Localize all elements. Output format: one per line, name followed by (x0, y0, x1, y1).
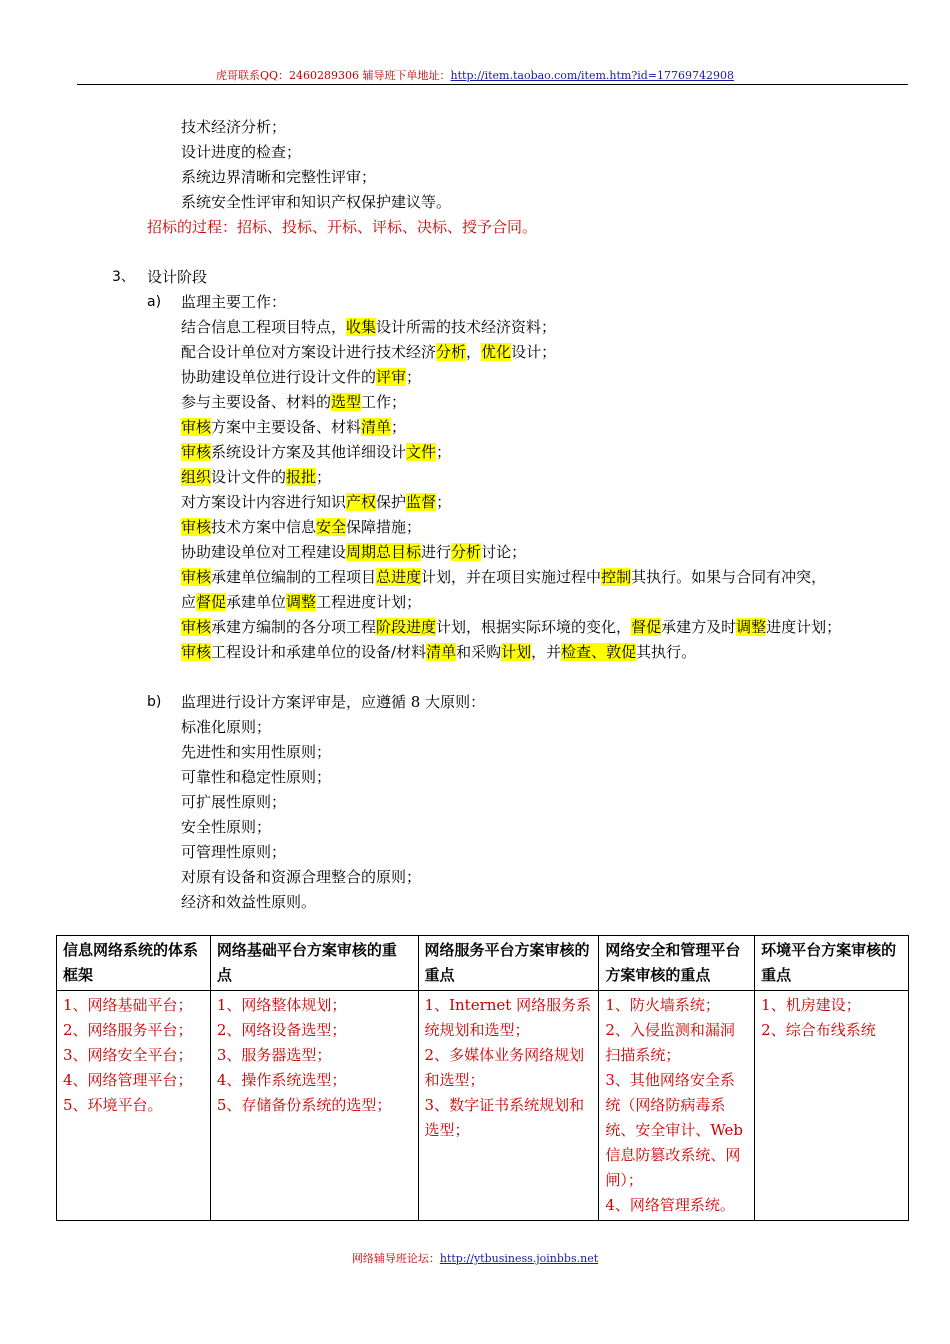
principle-item: 经济和效益性原则。 (181, 893, 317, 911)
duty-line (181, 615, 841, 640)
part-b-title: 监理进行设计方案评审是，应遵循 8 大原则： (181, 693, 486, 711)
page-header (0, 67, 950, 83)
text-segment: 设计所需的技术经济资料； (376, 318, 557, 336)
table-cell (57, 991, 211, 1221)
text-segment: 进度计划； (766, 618, 842, 636)
principle-item: 安全性原则； (181, 818, 272, 836)
section-title: 设计阶段 (147, 268, 208, 286)
highlighted-text: 报批 (286, 468, 317, 486)
text-segment: ， (466, 343, 482, 361)
table-header: 信息网络系统的体系框架 (57, 936, 211, 991)
highlighted-text: 检查、敦促 (561, 643, 637, 661)
text-segment: ； (316, 468, 332, 486)
highlighted-text: 组织 (181, 468, 212, 486)
table-cell (755, 991, 909, 1221)
highlighted-text: 审核 (181, 618, 212, 636)
duty-line (181, 490, 451, 515)
highlighted-text: 分析 (436, 343, 467, 361)
duty-line (181, 340, 556, 365)
highlighted-text: 清单 (361, 418, 392, 436)
footer-text: 网络辅导班论坛： (351, 1252, 440, 1265)
highlighted-text: 督促 (196, 593, 227, 611)
principle-item: 先进性和实用性原则； (181, 743, 332, 761)
highlighted-text: 审核 (181, 568, 212, 586)
duty-line (181, 365, 421, 390)
text-segment: 保障措施； (346, 518, 422, 536)
text-segment: 和采购 (456, 643, 502, 661)
principle-item: 可管理性原则； (181, 843, 287, 861)
text-segment: 设计文件的 (211, 468, 287, 486)
duty-line (181, 465, 331, 490)
duty-line (181, 415, 406, 440)
text-segment: ，并 (531, 643, 562, 661)
text-segment: 进行 (421, 543, 452, 561)
table-cell (210, 991, 418, 1221)
text-segment: 方案中主要设备、材料 (211, 418, 362, 436)
text-segment: 承建方编制的各分项工程 (211, 618, 377, 636)
cell-item: 2、入侵监测和漏洞扫描系统； (605, 1021, 735, 1064)
intro-line: 技术经济分析； (181, 118, 287, 136)
duty-line (181, 515, 421, 540)
principle-item: 对原有设备和资源合理整合的原则； (181, 868, 422, 886)
highlighted-text: 清单 (426, 643, 457, 661)
text-segment: ； (436, 443, 452, 461)
duty-line (181, 590, 421, 615)
highlighted-text: 评审 (376, 368, 407, 386)
highlighted-text: 控制 (601, 568, 632, 586)
text-segment: 工程设计和承建单位的设备/材料 (211, 643, 427, 661)
cell-item: 3、数字证书系统规划和选型； (424, 1096, 585, 1139)
table-header: 网络基础平台方案审核的重点 (210, 936, 418, 991)
page-footer (0, 1250, 950, 1266)
text-segment: 参与主要设备、材料的 (181, 393, 332, 411)
intro-line: 设计进度的检查； (181, 143, 302, 161)
table-header: 网络服务平台方案审核的重点 (418, 936, 599, 991)
intro-line: 系统边界清晰和完整性评审； (181, 168, 377, 186)
duty-line (181, 640, 696, 665)
text-segment: 讨论； (481, 543, 527, 561)
cell-item: 3、网络安全平台； (63, 1046, 193, 1064)
table-cell (599, 991, 755, 1221)
text-segment: 工程进度计划； (316, 593, 422, 611)
highlighted-text: 优化 (481, 343, 512, 361)
principle-item: 可靠性和稳定性原则； (181, 768, 332, 786)
highlighted-text: 产权 (346, 493, 377, 511)
text-segment: 结合信息工程项目特点， (181, 318, 347, 336)
highlighted-text: 周期总目标 (346, 543, 422, 561)
duty-line (181, 390, 406, 415)
highlighted-text: 阶段进度 (376, 618, 437, 636)
cell-item: 2、综合布线系统 (761, 1021, 876, 1039)
cell-item: 4、网络管理系统。 (605, 1196, 735, 1214)
cell-item: 3、服务器选型； (216, 1046, 332, 1064)
highlighted-text: 收集 (346, 318, 377, 336)
cell-item: 1、机房建设； (761, 996, 861, 1014)
cell-item: 3、其他网络安全系统（网络防病毒系统、安全审计、Web 信息防篡改系统、网闸）； (605, 1071, 744, 1189)
header-divider (77, 84, 908, 85)
cell-item: 4、操作系统选型； (216, 1071, 347, 1089)
table-header: 环境平台方案审核的重点 (755, 936, 909, 991)
highlighted-text: 选型 (331, 393, 362, 411)
text-segment: 其执行。如果与合同有冲突， (631, 568, 827, 586)
highlighted-text: 总进度 (376, 568, 422, 586)
highlighted-text: 督促 (631, 618, 662, 636)
header-link[interactable]: http://item.taobao.com/item.htm?id=17769742908 (450, 69, 734, 82)
cell-item: 1、网络整体规划； (216, 996, 347, 1014)
highlighted-text: 审核 (181, 643, 212, 661)
highlighted-text: 文件 (406, 443, 437, 461)
text-segment: 对方案设计内容进行知识 (181, 493, 347, 511)
duty-line (181, 315, 556, 340)
bid-process: 招标的过程：招标、投标、开标、评标、决标、授予合同。 (147, 218, 538, 236)
duty-line (181, 440, 451, 465)
highlighted-text: 审核 (181, 443, 212, 461)
highlighted-text: 监督 (406, 493, 437, 511)
highlighted-text: 审核 (181, 518, 212, 536)
table-header: 网络安全和管理平台方案审核的重点 (599, 936, 755, 991)
duty-line (181, 565, 826, 590)
highlighted-text: 审核 (181, 418, 212, 436)
highlighted-text: 调整 (286, 593, 317, 611)
text-segment: 计划，并在项目实施过程中 (421, 568, 602, 586)
text-segment: ； (406, 368, 422, 386)
cell-item: 1、防火墙系统； (605, 996, 720, 1014)
text-segment: 协助建设单位对工程建设 (181, 543, 347, 561)
part-a-marker: a) (147, 294, 162, 310)
principle-item: 可扩展性原则； (181, 793, 287, 811)
highlighted-text: 安全 (316, 518, 347, 536)
highlighted-text: 计划 (501, 643, 532, 661)
cell-item: 2、网络服务平台； (63, 1021, 193, 1039)
cell-item: 2、多媒体业务网络规划和选型； (424, 1046, 585, 1089)
cell-item: 5、存储备份系统的选型； (216, 1096, 392, 1114)
cell-item: 5、环境平台。 (63, 1096, 163, 1114)
table-row (57, 991, 909, 1221)
text-segment: ； (436, 493, 452, 511)
text-segment: 设计； (511, 343, 557, 361)
cell-item: 2、网络设备选型； (216, 1021, 347, 1039)
cell-item: 1、网络基础平台； (63, 996, 193, 1014)
highlighted-text: 分析 (451, 543, 482, 561)
text-segment: 计划，根据实际环境的变化， (436, 618, 632, 636)
text-segment: 系统设计方案及其他详细设计 (211, 443, 407, 461)
text-segment: 配合设计单位对方案设计进行技术经济 (181, 343, 437, 361)
header-text: 虎哥联系QQ：2460289306 辅导班下单地址： (215, 69, 451, 82)
text-segment: 承建单位 (226, 593, 287, 611)
text-segment: 协助建设单位进行设计文件的 (181, 368, 377, 386)
table-cell (418, 991, 599, 1221)
intro-line: 系统安全性评审和知识产权保护建议等。 (181, 193, 452, 211)
text-segment: 保护 (376, 493, 407, 511)
part-a-title: 监理主要工作： (181, 293, 287, 311)
text-segment: 工作； (361, 393, 407, 411)
cell-item: 1、Internet 网络服务系统规划和选型； (424, 996, 592, 1039)
text-segment: 其执行。 (636, 643, 697, 661)
part-b-marker: b) (147, 694, 162, 710)
text-segment: 承建单位编制的工程项目 (211, 568, 377, 586)
section-number: 3、 (112, 269, 135, 285)
principle-item: 标准化原则； (181, 718, 272, 736)
text-segment: 承建方及时 (661, 618, 737, 636)
text-segment: 技术方案中信息 (211, 518, 317, 536)
table-header-row (57, 936, 909, 991)
cell-item: 4、网络管理平台； (63, 1071, 193, 1089)
text-segment: 应 (181, 593, 197, 611)
footer-link[interactable]: http://ytbusiness.joinbbs.net (439, 1252, 599, 1265)
text-segment: ； (391, 418, 407, 436)
highlighted-text: 调整 (736, 618, 767, 636)
duty-line (181, 540, 526, 565)
review-table (56, 935, 909, 1221)
